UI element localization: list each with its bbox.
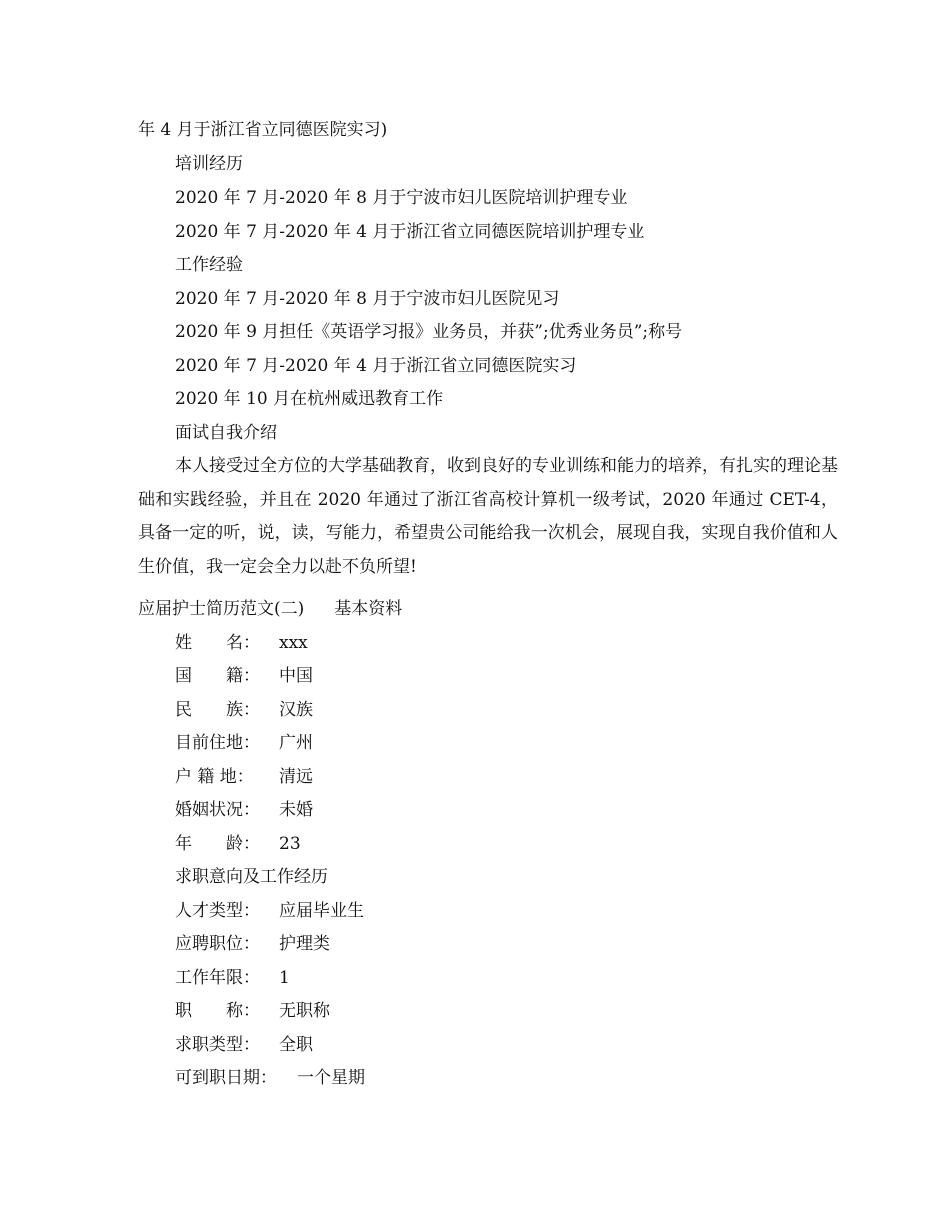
basic-field-row: [175, 832, 875, 856]
field-value: 广州: [279, 733, 313, 753]
basic-info-heading: 基本资料: [334, 599, 403, 619]
field-label: 姓 名：: [175, 633, 260, 653]
field-label: 求职类型：: [175, 1035, 260, 1055]
field-label: 应聘职位：: [175, 934, 260, 954]
training-heading: 培训经历: [175, 154, 243, 174]
work-item: 2020 年 9 月担任《英语学习报》业务员，并获”;优秀业务员”;称号: [175, 322, 683, 342]
field-value: xxx: [279, 633, 308, 653]
field-label: 可到职日期：: [175, 1068, 277, 1088]
field-value: 未婚: [279, 800, 313, 820]
field-label: 民 族：: [175, 700, 260, 720]
job-field-row: [175, 999, 875, 1023]
basic-field-row: [175, 631, 875, 655]
field-value: 1: [279, 968, 290, 988]
field-value: 中国: [279, 666, 313, 686]
work-heading: 工作经验: [175, 255, 243, 275]
job-field-row: [175, 932, 875, 956]
field-label: 目前住地：: [175, 733, 260, 753]
field-label: 人才类型：: [175, 901, 260, 921]
continued-line: 年 4 月于浙江省立同德医院实习): [138, 120, 388, 140]
sample2-title: 应届护士简历范文(二): [138, 599, 305, 619]
field-label: 国 籍：: [175, 666, 260, 686]
field-value: 应届毕业生: [279, 901, 364, 921]
work-item: 2020 年 10 月在杭州威迅教育工作: [175, 389, 444, 409]
field-value: 23: [279, 834, 301, 854]
field-value: 全职: [279, 1035, 313, 1055]
field-label: 年 龄：: [175, 834, 260, 854]
field-value: 汉族: [279, 700, 313, 720]
intro-heading: 面试自我介绍: [175, 423, 277, 443]
job-field-row: [175, 966, 875, 990]
job-heading: 求职意向及工作经历: [175, 867, 328, 887]
basic-field-row: [175, 664, 875, 688]
training-item: 2020 年 7 月-2020 年 8 月于宁波市妇儿医院培训护理专业: [175, 188, 628, 208]
basic-field-row: [175, 798, 875, 822]
field-value: 清远: [279, 767, 313, 787]
field-value: 护理类: [279, 934, 330, 954]
job-field-row: [175, 1033, 875, 1057]
basic-field-row: [175, 698, 875, 722]
training-item: 2020 年 7 月-2020 年 4 月于浙江省立同德医院培训护理专业: [175, 222, 645, 242]
field-label: 婚姻状况：: [175, 800, 260, 820]
intro-paragraph: 本人接受过全方位的大学基础教育，收到良好的专业训练和能力的培养，有扎实的理论基础和实践经验，并且在 2020 年通过了浙江省高校计算机一级考试，2020 年通过 CET-4，具备一定的听，说，读，写能力，希望贵公司能给我一次机会，展现自我，实现自我价值和人生价值，我一定会全力以赴不负所望!: [138, 456, 838, 577]
work-item: 2020 年 7 月-2020 年 4 月于浙江省立同德医院实习: [175, 356, 577, 376]
sample2-title-line: [138, 597, 838, 621]
job-field-row: [175, 1066, 875, 1090]
basic-field-row: [175, 731, 875, 755]
field-label: 职 称：: [175, 1001, 260, 1021]
field-value: 无职称: [279, 1001, 330, 1021]
job-field-row: [175, 899, 875, 923]
field-label: 工作年限：: [175, 968, 260, 988]
basic-field-row: [175, 765, 875, 789]
field-label: 户 籍 地：: [175, 767, 254, 787]
field-value: 一个星期: [297, 1068, 365, 1088]
work-item: 2020 年 7 月-2020 年 8 月于宁波市妇儿医院见习: [175, 289, 560, 309]
